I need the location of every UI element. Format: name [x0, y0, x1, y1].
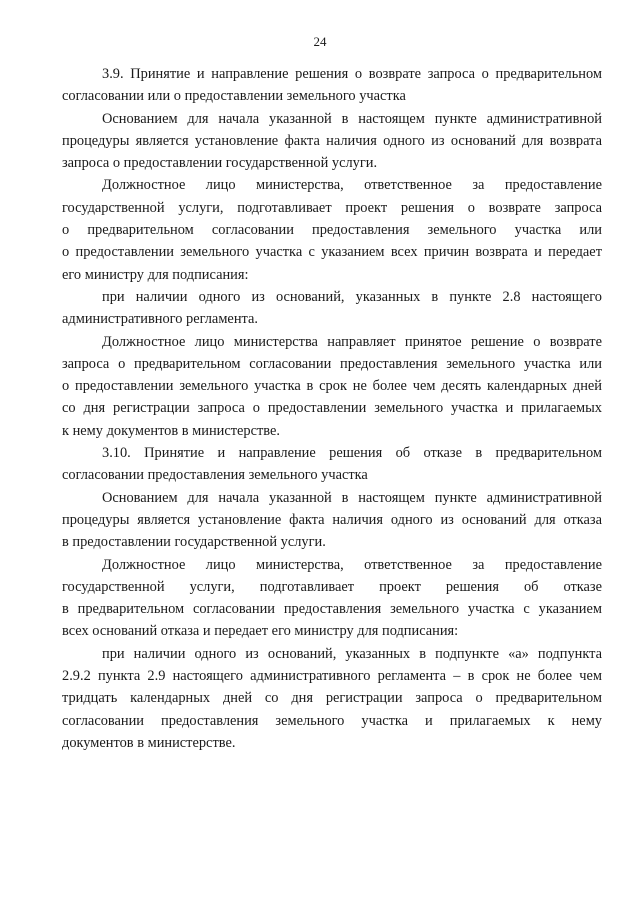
paragraph	[62, 554, 602, 643]
section-heading	[62, 63, 602, 108]
text-line: запроса о предоставлении государственной услуги.	[62, 155, 378, 172]
paragraph	[62, 108, 602, 175]
text-line: Должностное лицо министерства, ответственное за предоставление	[102, 556, 602, 573]
text-line: административного регламента.	[62, 311, 258, 328]
paragraph	[62, 643, 602, 754]
text-line: 2.9.2 пункта 2.9 настоящего административного регламента – в срок не более чем	[62, 668, 602, 685]
text-line: запроса о предварительном согласовании предоставления земельного участка или	[62, 355, 602, 372]
text-line: процедуры является установление факта наличия одного из оснований для возврата	[62, 132, 602, 149]
text-line: 3.9. Принятие и направление решения о возврате запроса о предварительном	[102, 66, 602, 82]
text-line: 3.10. Принятие и направление решения об отказе в предварительном	[102, 445, 602, 462]
text-line: документов в министерстве.	[62, 734, 236, 751]
page-number: 24	[313, 34, 327, 49]
text-line: со дня регистрации запроса о предоставлении земельного участка и прилагаемых	[62, 400, 602, 417]
text-line: к нему документов в министерстве.	[62, 422, 281, 439]
text-line: согласовании предоставления земельного участка и прилагаемых к нему	[62, 712, 602, 729]
text-line: в предоставлении государственной услуги.	[62, 534, 326, 551]
text-line: согласовании или о предоставлении земельного участка	[62, 88, 406, 105]
text-line: о предоставлении земельного участка в срок не более чем десять календарных дней	[62, 378, 602, 395]
text-line: процедуры является установление факта наличия одного из оснований для отказа	[62, 511, 602, 528]
text-line: государственной услуги, подготавливает проект решения об отказе	[62, 578, 602, 595]
text-line: о предварительном согласовании предоставления земельного участка или	[62, 222, 602, 239]
paragraph	[62, 286, 602, 331]
paragraph	[62, 331, 602, 442]
text-line: в предварительном согласовании предоставления земельного участка с указанием	[62, 601, 602, 618]
text-line: его министру для подписания:	[62, 266, 249, 283]
text-line: при наличии одного из оснований, указанных в подпункте «а» подпункта	[102, 645, 602, 662]
text-line: Должностное лицо министерства, ответственное за предоставление	[102, 177, 602, 194]
paragraph	[62, 487, 602, 554]
text-line: Основанием для начала указанной в настоящем пункте административной	[102, 489, 602, 506]
document-body	[62, 63, 602, 754]
text-line: согласовании предоставления земельного участка	[62, 467, 368, 484]
paragraph	[62, 174, 602, 285]
text-line: всех оснований отказа и передает его министру для подписания:	[62, 623, 459, 640]
text-line: Должностное лицо министерства направляет принятое решение о возврате	[102, 333, 602, 350]
text-line: при наличии одного из оснований, указанных в пункте 2.8 настоящего	[102, 288, 602, 305]
section-heading	[62, 442, 602, 487]
text-line: Основанием для начала указанной в настоящем пункте административной	[102, 110, 602, 127]
text-line: государственной услуги, подготавливает проект решения о возврате запроса	[62, 199, 602, 216]
text-line: тридцать календарных дней со дня регистрации запроса о предварительном	[62, 690, 602, 707]
text-line: о предоставлении земельного участка с указанием всех причин возврата и передает	[62, 244, 602, 261]
